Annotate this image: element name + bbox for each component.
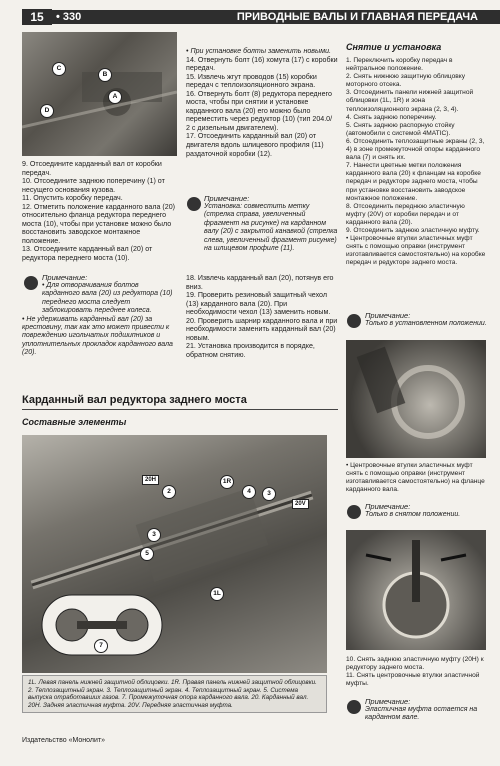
step-13: 13. Отсоедините карданный вал (20) от редуктора переднего моста (10). (22, 245, 153, 263)
tool-photo-2 (346, 530, 486, 650)
page-title: ПРИВОДНЫЕ ВАЛЫ И ГЛАВНАЯ ПЕРЕДАЧА (236, 11, 478, 23)
step-9: 9. Отсоедините карданный вал от коробки передач. (22, 160, 162, 177)
right-step-11: 11. Снять центровочные втулки эластичной муфты. (346, 672, 480, 688)
right-bullet-2 (346, 462, 486, 494)
note-left (22, 273, 178, 358)
section-title: Карданный вал редуктора заднего моста (22, 394, 247, 406)
step-19: 19. Проверить резиновый защитный чехол (13) карданного вала (20). При необходимости чехол (13) заменить новым. (186, 291, 331, 317)
photo-label-c: C (52, 62, 66, 76)
right-heading: Снятие и установка (346, 42, 442, 52)
step-10: 10. Отсоедините заднюю поперечину (1) от несущего основания кузова. (22, 177, 165, 194)
tool-art-1 (346, 340, 486, 458)
diagram-label-1l: 1L (210, 587, 224, 601)
step-16: 16. Отвернуть болт (8) редуктора переднего моста, чтобы при снятии и установке карданного вала (20) его можно было переместить через редуктор (10) (тип 204.0/ 2 с дизельным двигателем). (186, 89, 333, 132)
step-17: 17. Отсоединить карданный вал (20) от двигателя вдоль шлицевого профиля (11) раздаточной коробки (12). (186, 132, 324, 158)
right-note-1-text: Только в установленном положении. (365, 320, 487, 327)
step-20: 20. Проверить шарнир карданного вала и при необходимости заменить карданный вал (20) новым. (186, 316, 338, 342)
right-step-9: 9. Отсоединить заднюю эластичную муфту. (346, 226, 480, 234)
tool-photo-1 (346, 340, 486, 458)
right-note-2-text: Только в снятом положении. (365, 511, 461, 518)
right-step-2: 2. Снять нижнюю защитную облицовку моторного отсека. (346, 73, 466, 89)
right-step-8: 8. Отсоединить переднюю эластичную муфту (20V) от коробки передач и от карданного вала (20). (346, 202, 465, 226)
left-column-text (22, 160, 178, 263)
diagram-label-1r: 1R (220, 475, 234, 489)
right-note-3-title: Примечание: (365, 697, 411, 706)
diagram-caption: 1L. Левая панель нижней защитной облицовки. 1R. Правая панель нижней защитной облицовки. 2. Теплозащитный экран. 3. Теплозащитный экран. 4. Теплозащитный экран. 5. Система выпуска отработавших газов. 7. Промежуточная опора карданного вала. 20. Карданный вал. 20H. Задняя эластичная муфта. 20V. Передняя эластичная муфта. (22, 675, 327, 713)
note-mid-title: Примечание: (204, 194, 250, 203)
footer-publisher: Издательство «Монолит» (22, 737, 106, 744)
right-step-7: 7. Нанести цветные метки положения карданного вала (20) к фланцам на коробке передач и редукторе заднего моста, чтобы при установке восстановить заводское монтажное положение. (346, 162, 481, 202)
note-left-title: Примечание: (42, 273, 88, 282)
diagram-label-3b: 3 (147, 528, 161, 542)
right-note-2-title: Примечание: (365, 502, 411, 511)
right-column-text (346, 57, 486, 267)
step-21: 21. Установка производится в порядке, обратном снятию. (186, 342, 315, 359)
mid-bullet: • При установке болты заменить новыми. (186, 47, 332, 55)
diagram-label-4: 4 (242, 485, 256, 499)
right-note-1-title: Примечание: (365, 311, 411, 320)
engine-bay-photo (22, 32, 177, 156)
step-18: 18. Извлечь карданный вал (20), потянув его вниз. (186, 274, 334, 291)
photo-label-b: B (98, 68, 112, 82)
section-rule (22, 409, 338, 410)
diagram-label-3a: 3 (262, 487, 276, 501)
diagram-art (22, 435, 327, 673)
page-number: • 330 (56, 11, 82, 23)
step-15: 15. Извлечь жгут проводов (15) коробки передач с теплоизоляционного экрана. (186, 72, 317, 90)
right-bullet-1: • Центровочные втулки эластичных муфт снять с помощью оправки (инструмент изготавливается самостоятельно) на коробке передач и редукторе заднего моста. (346, 235, 486, 267)
right-step-4: 4. Снять заднюю поперечину. (346, 113, 437, 121)
right-bullet-2-text: • Центровочные втулки эластичных муфт снять с помощью оправки (инструмент изготавливается самостоятельно) на фланце карданного вала. (346, 462, 485, 494)
right-step-10: 10. Снять заднюю эластичную муфту (20H) к редуктору заднего моста. (346, 656, 484, 672)
page-header (0, 0, 500, 26)
chapter-badge: 15 (22, 9, 52, 25)
diagram-label-20v: 20V (292, 499, 309, 509)
right-note-1 (365, 311, 487, 328)
note-mid (204, 194, 338, 253)
right-note-3 (365, 697, 487, 723)
note-warning-icon (347, 700, 361, 714)
right-column-text-2 (346, 656, 486, 688)
driveshaft-diagram (22, 435, 327, 673)
diagram-label-7: 7 (94, 639, 108, 653)
diagram-label-2: 2 (162, 485, 176, 499)
middle-column-text (186, 47, 338, 158)
right-step-5: 5. Снять заднюю распорную стойку (автомобили с системой 4MATIC). (346, 121, 455, 137)
note-warning-icon (347, 314, 361, 328)
note-mid-text: Установка: совместить метку (стрелка справа, увеличенный фрагмент на рисунке) на карданном валу (20) с закрытой канавкой (стрелка слева, увеличенный фрагмент рисунке) на шлицевом профиле (11). (204, 203, 338, 253)
step-14: 14. Отвернуть болт (16) хомута (17) с коробки передач. (186, 55, 338, 73)
diagram-label-20h: 20H (142, 475, 159, 485)
right-step-1: 1. Переключить коробку передач в нейтральное положение. (346, 57, 453, 73)
right-note-3-text: Эластичная муфта остается на карданном вале. (365, 706, 478, 722)
note-warning-icon (347, 505, 361, 519)
middle-column-text-2 (186, 274, 338, 359)
right-step-6: 6. Отсоединить теплозащитные экраны (2, 3, 4) в зоне промежуточной опоры карданного вала (7) и снять их. (346, 137, 485, 162)
photo-art (22, 32, 177, 156)
right-step-3: 3. Отсоединить панели нижней защитной облицовки (1L, 1R) и зона теплоизоляционного экрана (2, 3, 4). (346, 89, 474, 113)
note-warning-icon (187, 197, 201, 211)
step-12: 12. Отметить положение карданного вала (20) относительно фланца редуктора переднего моста (10), чтобы при установке можно было восстановить заводское монтажное положение. (22, 202, 176, 245)
right-note-2 (365, 502, 487, 519)
photo-label-a: A (108, 90, 122, 104)
tool-art-2 (346, 530, 486, 650)
photo-label-d: D (40, 104, 54, 118)
section-subtitle: Составные элементы (22, 417, 127, 427)
diagram-label-5: 5 (140, 547, 154, 561)
note-left-item-1: • Для отворачивания болтов карданного вала (20) из редуктора (10) переднего моста следует заблокировать переднее колеса. (42, 282, 173, 315)
step-11: 11. Опустить коробку передач. (22, 194, 123, 203)
note-left-item-2: • Не удерживать карданный вал (20) за крестовину, так как это может привести к повреждению игольчатых подшипников и уплотнительных прокладок карданного вала (20). (22, 315, 173, 357)
